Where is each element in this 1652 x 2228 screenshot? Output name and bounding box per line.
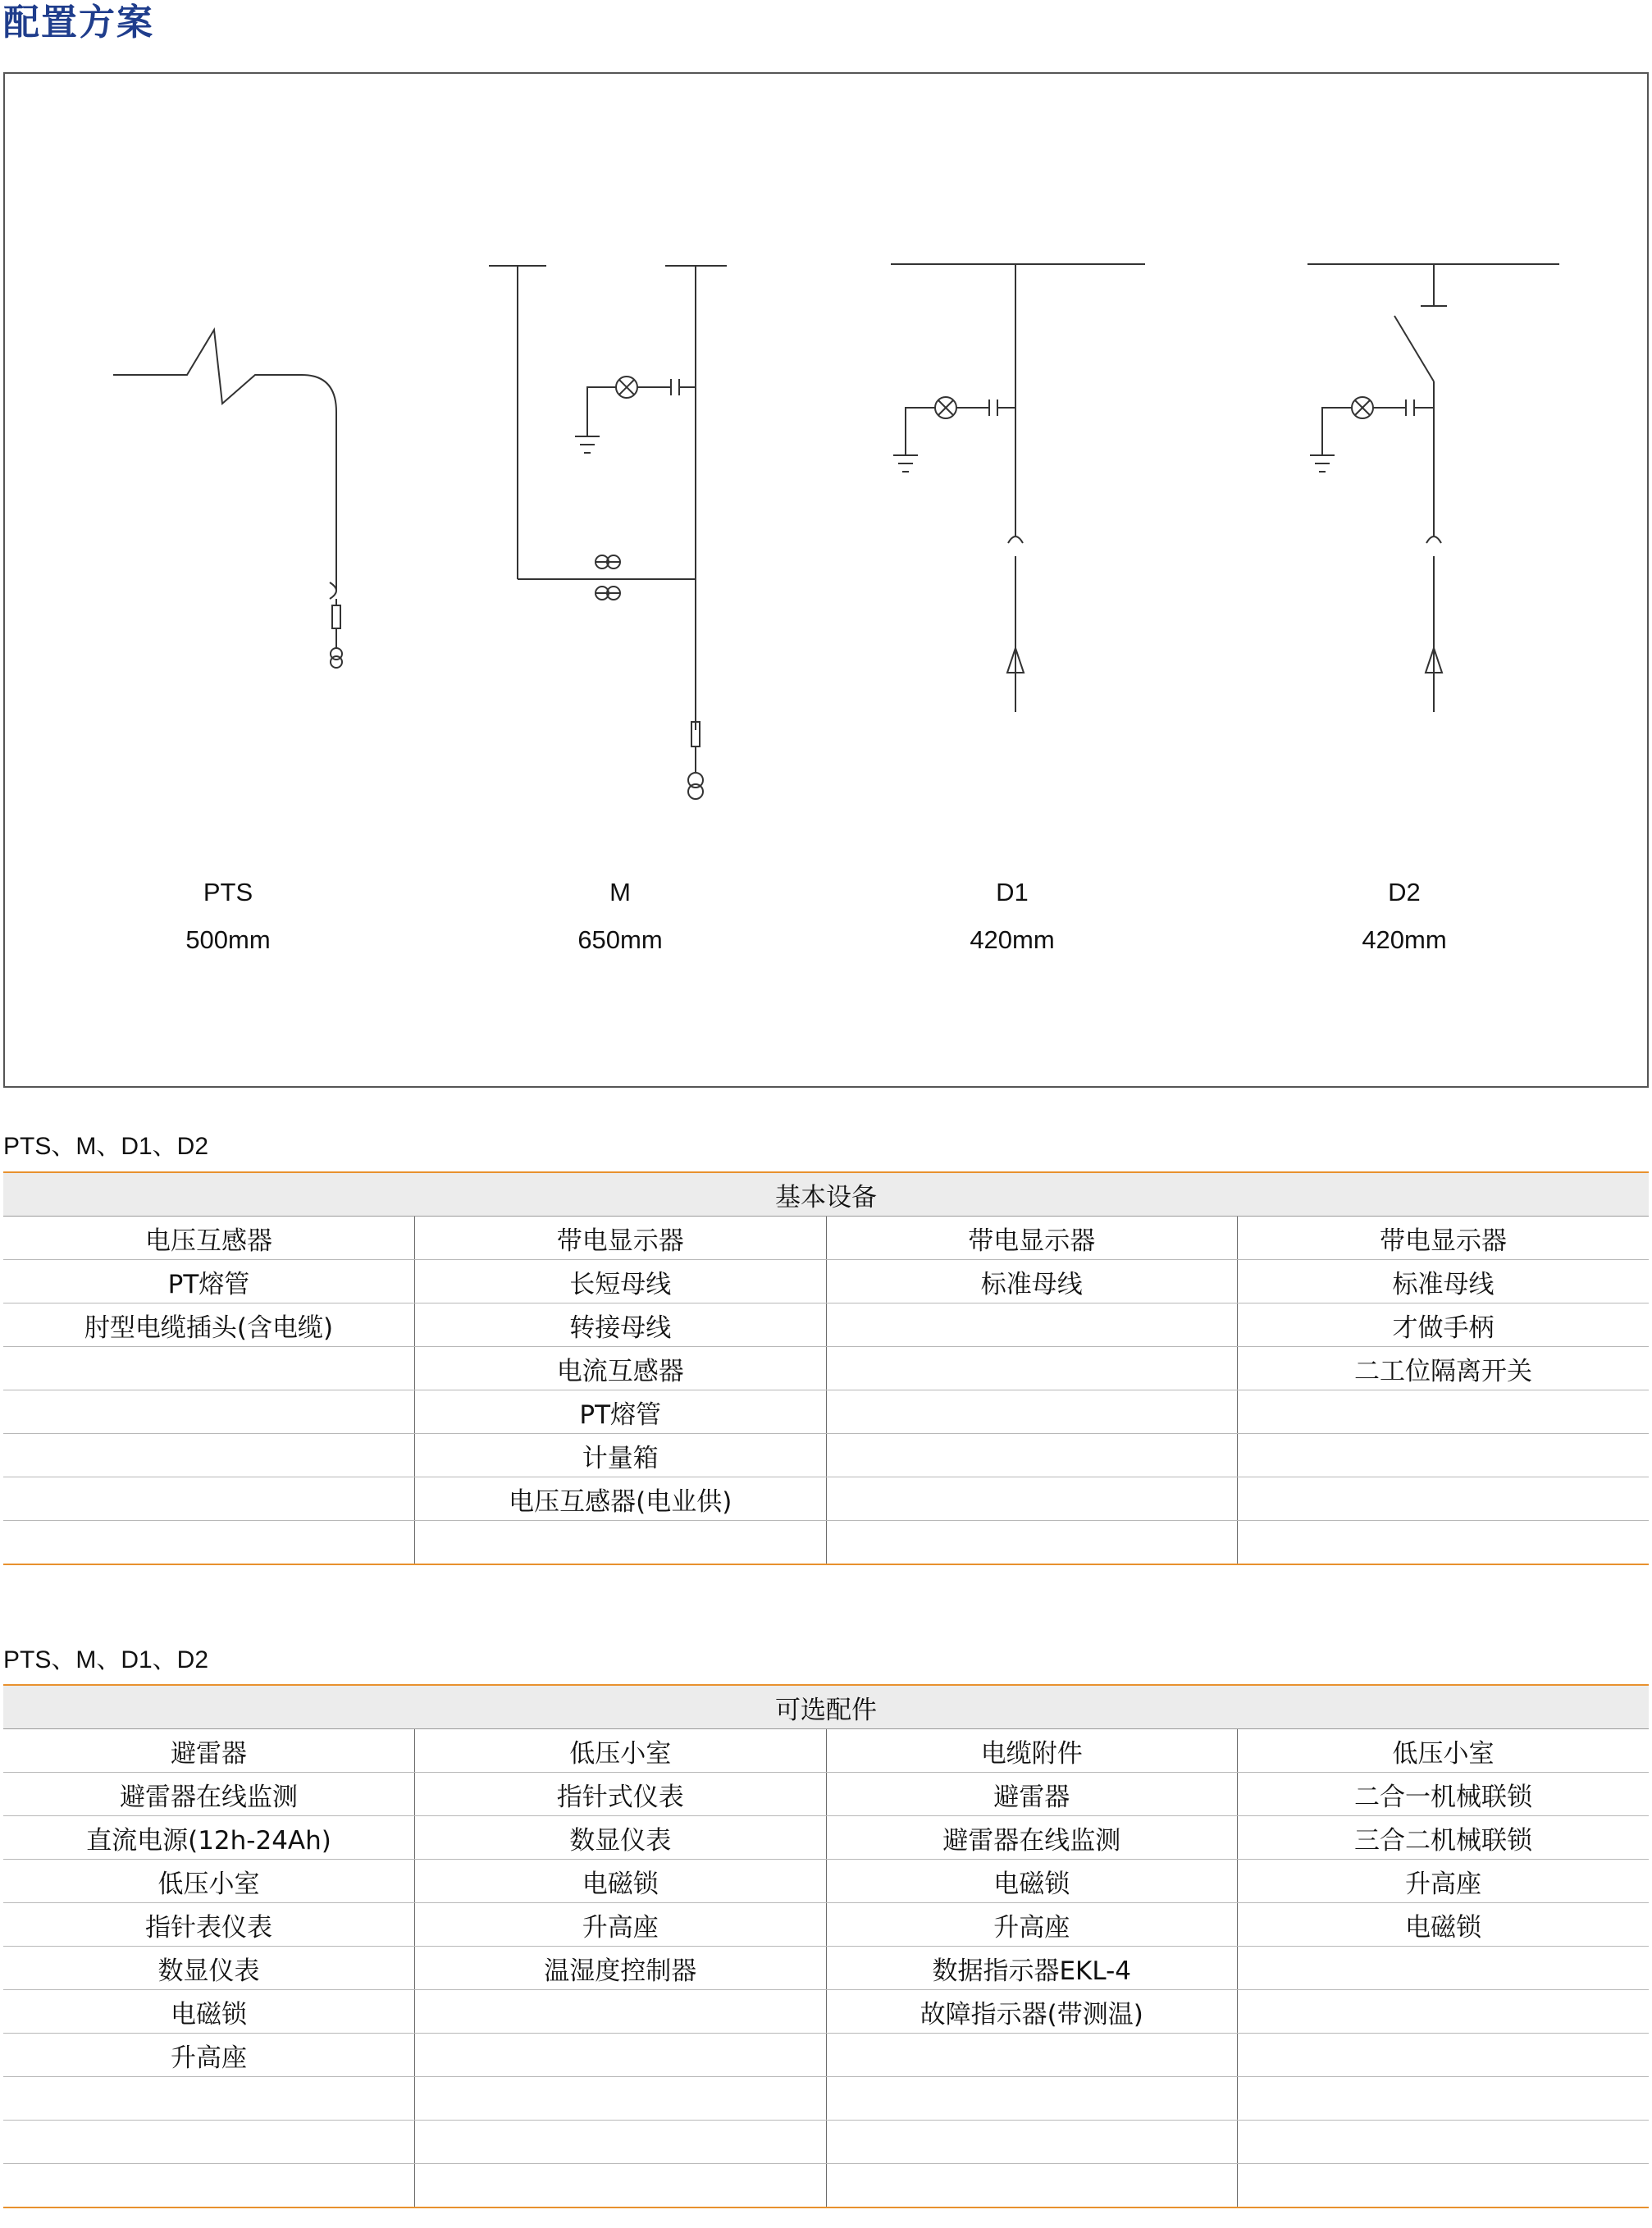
table-cell: 避雷器在线监测 bbox=[826, 1816, 1238, 1860]
table-cell: 电磁锁 bbox=[1238, 1903, 1650, 1947]
table-cell bbox=[1238, 2077, 1650, 2121]
table-cell bbox=[1238, 1477, 1650, 1521]
table-cell bbox=[826, 1477, 1238, 1521]
table-cell: 肘型电缆插头(含电缆) bbox=[3, 1303, 415, 1347]
table-cell: 电磁锁 bbox=[415, 1860, 827, 1903]
table-row bbox=[3, 1477, 1649, 1521]
single-line-diagram-panel bbox=[3, 72, 1649, 1088]
table-cell bbox=[1238, 2034, 1650, 2077]
cable-head-icon bbox=[1008, 536, 1023, 543]
table-cell: 才做手柄 bbox=[1238, 1303, 1650, 1347]
table-cell: PT熔管 bbox=[415, 1390, 827, 1434]
table-row bbox=[3, 1303, 1649, 1347]
table-row bbox=[3, 1816, 1649, 1860]
table-cell: 带电显示器 bbox=[1238, 1217, 1650, 1260]
table-cell bbox=[3, 1521, 415, 1565]
table-header: 基本设备 bbox=[3, 1172, 1649, 1217]
table-row bbox=[3, 2034, 1649, 2077]
basic-equipment-table bbox=[3, 1171, 1649, 1565]
table-cell: 低压小室 bbox=[1238, 1729, 1650, 1773]
table-row bbox=[3, 1773, 1649, 1816]
table-cell: 二工位隔离开关 bbox=[1238, 1347, 1650, 1390]
table-cell bbox=[1238, 1990, 1650, 2034]
table-row bbox=[3, 2121, 1649, 2164]
table-cell: 数显仪表 bbox=[415, 1816, 827, 1860]
table-cell bbox=[826, 1303, 1238, 1347]
table-cell bbox=[3, 1477, 415, 1521]
table-row bbox=[3, 1947, 1649, 1990]
pts-circuit bbox=[113, 330, 342, 668]
m-circuit bbox=[489, 266, 727, 799]
table-cell bbox=[415, 1521, 827, 1565]
optional-parts-section-label: PTS、M、D1、D2 bbox=[3, 1646, 209, 1673]
table-cell: 三合二机械联锁 bbox=[1238, 1816, 1650, 1860]
unit-width-d1: 420mm bbox=[970, 925, 1055, 954]
table-row bbox=[3, 1860, 1649, 1903]
table-cell: 直流电源(12h-24Ah) bbox=[3, 1816, 415, 1860]
table-cell: 数显仪表 bbox=[3, 1947, 415, 1990]
table-cell: 指针式仪表 bbox=[415, 1773, 827, 1816]
table-row bbox=[3, 1990, 1649, 2034]
table-cell bbox=[826, 1434, 1238, 1477]
page-title: 配置方案 bbox=[3, 2, 154, 43]
table-cell: 电压互感器 bbox=[3, 1217, 415, 1260]
table-row bbox=[3, 1729, 1649, 1773]
table-cell bbox=[3, 2077, 415, 2121]
table-cell: 长短母线 bbox=[415, 1260, 827, 1303]
table-cell: 电磁锁 bbox=[3, 1990, 415, 2034]
table-cell bbox=[3, 1390, 415, 1434]
table-cell: 温湿度控制器 bbox=[415, 1947, 827, 1990]
table-cell bbox=[415, 2034, 827, 2077]
unit-width-m: 650mm bbox=[577, 925, 663, 954]
table-cell: PT熔管 bbox=[3, 1260, 415, 1303]
table-row bbox=[3, 1434, 1649, 1477]
table-cell bbox=[826, 2077, 1238, 2121]
table-cell: 故障指示器(带测温) bbox=[826, 1990, 1238, 2034]
table-row bbox=[3, 1260, 1649, 1303]
table-cell bbox=[1238, 1434, 1650, 1477]
cable-head-icon bbox=[1426, 536, 1441, 543]
table-cell: 低压小室 bbox=[3, 1860, 415, 1903]
table-cell bbox=[3, 2164, 415, 2208]
table-row bbox=[3, 1903, 1649, 1947]
table-cell: 转接母线 bbox=[415, 1303, 827, 1347]
cable-head-icon bbox=[330, 582, 336, 599]
table-row bbox=[3, 1217, 1649, 1260]
table-cell: 电流互感器 bbox=[415, 1347, 827, 1390]
table-header: 可选配件 bbox=[3, 1685, 1649, 1729]
table-row bbox=[3, 1347, 1649, 1390]
table-cell: 二合一机械联锁 bbox=[1238, 1773, 1650, 1816]
table-cell bbox=[1238, 1390, 1650, 1434]
table-cell bbox=[826, 1521, 1238, 1565]
unit-name-d1: D1 bbox=[996, 878, 1029, 906]
basic-equipment-section-label: PTS、M、D1、D2 bbox=[3, 1133, 209, 1160]
table-cell: 指针表仪表 bbox=[3, 1903, 415, 1947]
d1-circuit bbox=[891, 264, 1145, 712]
table-row bbox=[3, 2164, 1649, 2208]
table-cell bbox=[826, 2164, 1238, 2208]
optional-parts-table bbox=[3, 1684, 1649, 2208]
table-cell bbox=[1238, 2121, 1650, 2164]
table-cell: 避雷器 bbox=[826, 1773, 1238, 1816]
table-cell: 标准母线 bbox=[1238, 1260, 1650, 1303]
table-row bbox=[3, 1521, 1649, 1565]
table-row bbox=[3, 1390, 1649, 1434]
fuse-icon bbox=[332, 605, 340, 628]
table-cell bbox=[826, 2121, 1238, 2164]
unit-name-m: M bbox=[609, 878, 631, 906]
table-cell bbox=[415, 1990, 827, 2034]
table-cell: 电缆附件 bbox=[826, 1729, 1238, 1773]
table-cell bbox=[826, 2034, 1238, 2077]
table-cell: 标准母线 bbox=[826, 1260, 1238, 1303]
table-cell: 数据指示器EKL-4 bbox=[826, 1947, 1238, 1990]
table-cell bbox=[1238, 2164, 1650, 2208]
table-cell bbox=[415, 2077, 827, 2121]
table-cell bbox=[1238, 1947, 1650, 1990]
unit-width-d2: 420mm bbox=[1362, 925, 1447, 954]
table-cell bbox=[415, 2164, 827, 2208]
table-cell bbox=[3, 1347, 415, 1390]
table-cell: 升高座 bbox=[3, 2034, 415, 2077]
table-cell: 升高座 bbox=[1238, 1860, 1650, 1903]
table-cell: 升高座 bbox=[826, 1903, 1238, 1947]
table-cell bbox=[1238, 1521, 1650, 1565]
unit-width-pts: 500mm bbox=[185, 925, 271, 954]
table-row bbox=[3, 2077, 1649, 2121]
table-cell: 带电显示器 bbox=[826, 1217, 1238, 1260]
table-cell bbox=[826, 1390, 1238, 1434]
table-cell: 避雷器在线监测 bbox=[3, 1773, 415, 1816]
table-cell: 电压互感器(电业供) bbox=[415, 1477, 827, 1521]
table-cell bbox=[826, 1347, 1238, 1390]
table-cell: 升高座 bbox=[415, 1903, 827, 1947]
table-cell: 避雷器 bbox=[3, 1729, 415, 1773]
table-cell bbox=[3, 2121, 415, 2164]
table-cell bbox=[3, 1434, 415, 1477]
table-cell: 计量箱 bbox=[415, 1434, 827, 1477]
table-cell: 带电显示器 bbox=[415, 1217, 827, 1260]
table-cell: 电磁锁 bbox=[826, 1860, 1238, 1903]
disconnect-switch-icon bbox=[1394, 316, 1434, 381]
table-cell: 低压小室 bbox=[415, 1729, 827, 1773]
table-cell bbox=[415, 2121, 827, 2164]
unit-name-pts: PTS bbox=[203, 878, 253, 906]
d2-circuit bbox=[1307, 264, 1559, 712]
unit-name-d2: D2 bbox=[1388, 878, 1421, 906]
